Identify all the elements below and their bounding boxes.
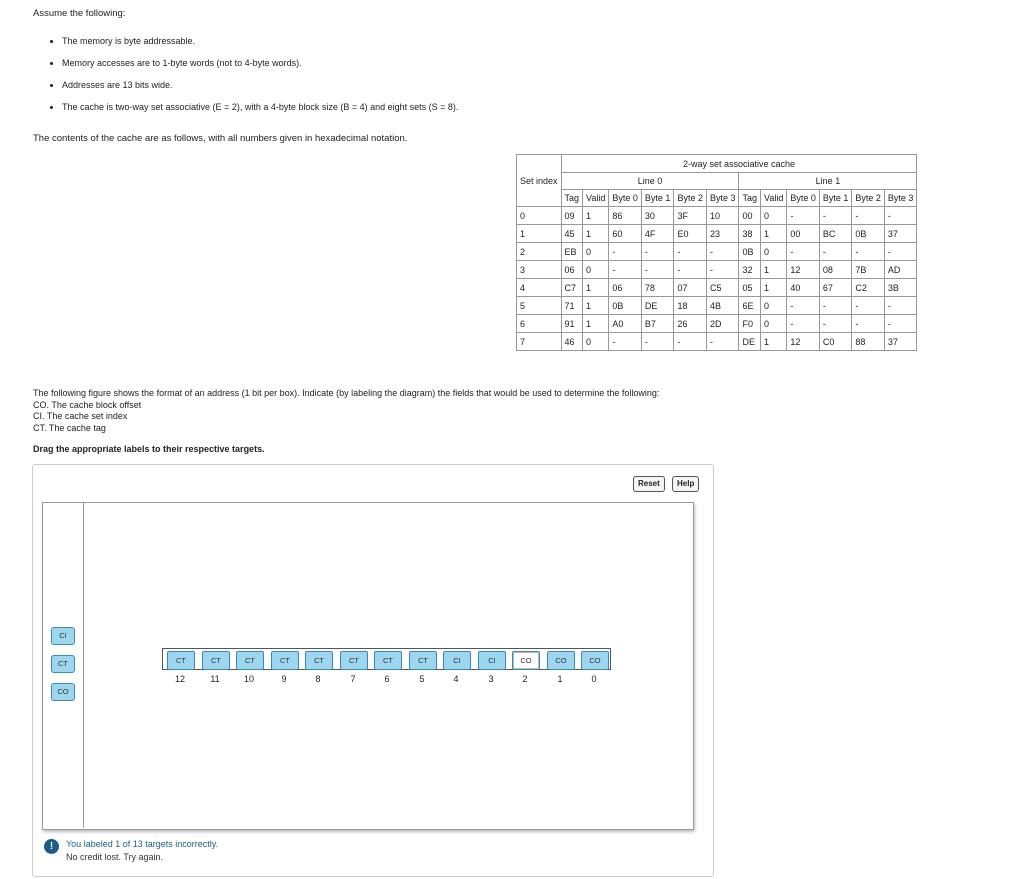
address-bit-slot[interactable]: CT bbox=[374, 651, 402, 670]
table-cell: - bbox=[674, 261, 707, 279]
table-cell: 45 bbox=[561, 225, 583, 243]
table-cell: 30 bbox=[641, 207, 674, 225]
instruction-co: CO. The cache block offset bbox=[33, 399, 142, 410]
reset-button[interactable]: Reset bbox=[633, 476, 665, 492]
table-cell: 6E bbox=[739, 297, 761, 315]
table-cell: 1 bbox=[760, 279, 786, 297]
column-header: Tag bbox=[561, 190, 583, 207]
table-cell: DE bbox=[641, 297, 674, 315]
table-cell: 0 bbox=[583, 261, 609, 279]
table-cell: 12 bbox=[787, 261, 820, 279]
table-cell: E0 bbox=[674, 225, 707, 243]
table-cell: C0 bbox=[819, 333, 852, 351]
table-cell: 07 bbox=[674, 279, 707, 297]
table-cell: 4B bbox=[706, 297, 739, 315]
table-cell: - bbox=[674, 243, 707, 261]
table-cell: B7 bbox=[641, 315, 674, 333]
table-cell: 18 bbox=[674, 297, 707, 315]
bit-number: 0 bbox=[591, 674, 597, 684]
table-row bbox=[517, 279, 917, 297]
instruction-ci: CI. The cache set index bbox=[33, 411, 128, 421]
list-item: • Memory accesses are to 1-byte words (not to 4-byte words). bbox=[62, 58, 458, 68]
contents-note: The contents of the cache are as follows, with all numbers given in hexadecimal notation. bbox=[33, 133, 408, 144]
list-item: • Addresses are 13 bits wide. bbox=[62, 80, 458, 90]
table-cell: 26 bbox=[674, 315, 707, 333]
set-index-cell: 0 bbox=[517, 207, 562, 225]
bit-number: 2 bbox=[522, 674, 528, 684]
address-bit-slot[interactable]: CI bbox=[478, 651, 506, 670]
list-item: • The cache is two-way set associative (E = 2), with a 4-byte block size (B = 4) and eight sets (S = 8). bbox=[62, 102, 458, 112]
table-cell: 91 bbox=[561, 315, 583, 333]
table-cell: 7B bbox=[852, 261, 885, 279]
table-cell: - bbox=[852, 207, 885, 225]
table-cell: - bbox=[852, 297, 885, 315]
bit-number: 1 bbox=[557, 674, 563, 684]
table-cell: 10 bbox=[706, 207, 739, 225]
table-cell: 0 bbox=[760, 207, 786, 225]
table-cell: 67 bbox=[819, 279, 852, 297]
bit-number: 12 bbox=[174, 674, 185, 684]
column-header: Valid bbox=[760, 190, 786, 207]
table-cell: 23 bbox=[706, 225, 739, 243]
set-index-cell: 6 bbox=[517, 315, 562, 333]
table-cell: - bbox=[706, 243, 739, 261]
table-cell: 38 bbox=[739, 225, 761, 243]
table-cell: - bbox=[852, 315, 885, 333]
column-header: Byte 2 bbox=[852, 190, 885, 207]
table-cell: - bbox=[819, 315, 852, 333]
column-header: Byte 2 bbox=[674, 190, 707, 207]
table-cell: - bbox=[609, 261, 642, 279]
table-cell: - bbox=[787, 315, 820, 333]
address-bit-slot[interactable]: CT bbox=[202, 651, 230, 670]
set-index-header: Set index bbox=[517, 155, 562, 207]
table-cell: 4F bbox=[641, 225, 674, 243]
table-cell: 78 bbox=[641, 279, 674, 297]
table-cell: 37 bbox=[884, 333, 917, 351]
table-cell: 05 bbox=[739, 279, 761, 297]
table-row bbox=[517, 315, 917, 333]
table-cell: 1 bbox=[760, 261, 786, 279]
table-cell: C5 bbox=[706, 279, 739, 297]
bit-number: 7 bbox=[350, 674, 356, 684]
table-row bbox=[517, 207, 917, 225]
drag-instruction: Drag the appropriate labels to their respective targets. bbox=[33, 444, 265, 454]
help-button[interactable]: Help bbox=[672, 476, 699, 492]
address-bit-slot[interactable]: CT bbox=[236, 651, 264, 670]
table-cell: 3F bbox=[674, 207, 707, 225]
table-cell: - bbox=[641, 261, 674, 279]
table-cell: 06 bbox=[609, 279, 642, 297]
address-bit-slot[interactable]: CO bbox=[581, 651, 609, 670]
table-cell: 00 bbox=[739, 207, 761, 225]
draggable-label-ct[interactable]: CT bbox=[51, 655, 75, 673]
bit-number: 6 bbox=[384, 674, 390, 684]
table-cell: - bbox=[787, 297, 820, 315]
column-header: Tag bbox=[739, 190, 761, 207]
column-header: Byte 0 bbox=[787, 190, 820, 207]
instructions bbox=[33, 388, 659, 434]
intro-text: Assume the following: bbox=[33, 8, 126, 19]
address-bit-slot[interactable]: CO bbox=[512, 651, 540, 670]
table-cell: - bbox=[706, 261, 739, 279]
table-cell: C7 bbox=[561, 279, 583, 297]
table-cell: 46 bbox=[561, 333, 583, 351]
feedback-subtext: No credit lost. Try again. bbox=[66, 852, 164, 862]
list-item: • The memory is byte addressable. bbox=[62, 36, 458, 46]
bit-number: 5 bbox=[419, 674, 425, 684]
set-index-cell: 5 bbox=[517, 297, 562, 315]
table-cell: EB bbox=[561, 243, 583, 261]
bit-number: 4 bbox=[453, 674, 459, 684]
set-index-cell: 4 bbox=[517, 279, 562, 297]
table-cell: 1 bbox=[583, 225, 609, 243]
bit-number: 3 bbox=[488, 674, 494, 684]
set-index-cell: 7 bbox=[517, 333, 562, 351]
line1-header: Line 1 bbox=[739, 173, 917, 190]
column-header: Byte 3 bbox=[884, 190, 917, 207]
instruction-ct: CT. The cache tag bbox=[33, 422, 106, 433]
set-index-cell: 2 bbox=[517, 243, 562, 261]
table-cell: C2 bbox=[852, 279, 885, 297]
table-cell: 88 bbox=[852, 333, 885, 351]
table-cell: 1 bbox=[760, 333, 786, 351]
table-row bbox=[517, 243, 917, 261]
table-cell: 00 bbox=[787, 225, 820, 243]
table-cell: F0 bbox=[739, 315, 761, 333]
table-cell: - bbox=[819, 297, 852, 315]
table-cell: - bbox=[819, 243, 852, 261]
table-cell: - bbox=[852, 243, 885, 261]
table-cell: 60 bbox=[609, 225, 642, 243]
line0-header: Line 0 bbox=[561, 173, 739, 190]
table-cell: - bbox=[787, 207, 820, 225]
address-bit-slot[interactable]: CO bbox=[547, 651, 575, 670]
bit-number: 8 bbox=[315, 674, 321, 684]
table-cell: 40 bbox=[787, 279, 820, 297]
table-cell: 3B bbox=[884, 279, 917, 297]
bit-number: 11 bbox=[210, 674, 220, 684]
address-bit-slot[interactable]: CT bbox=[409, 651, 437, 670]
table-cell: - bbox=[609, 243, 642, 261]
table-row bbox=[517, 297, 917, 315]
table-cell: 12 bbox=[787, 333, 820, 351]
address-bit-slot[interactable]: CT bbox=[340, 651, 368, 670]
assumption-list bbox=[48, 36, 458, 124]
bit-number: 9 bbox=[281, 674, 287, 684]
draggable-label-ci[interactable]: CI bbox=[51, 627, 75, 645]
instruction-text: The following figure shows the format of an address (1 bit per box). Indicate (by labeling the diagram) the fields that would be used to determine the following: bbox=[33, 388, 660, 398]
table-cell: AD bbox=[884, 261, 917, 279]
table-cell: DE bbox=[739, 333, 761, 351]
table-cell: 71 bbox=[561, 297, 583, 315]
table-cell: 37 bbox=[884, 225, 917, 243]
table-cell: 0 bbox=[583, 333, 609, 351]
table-cell: 0 bbox=[760, 243, 786, 261]
table-cell: 1 bbox=[583, 315, 609, 333]
column-header: Byte 1 bbox=[819, 190, 852, 207]
table-cell: A0 bbox=[609, 315, 642, 333]
table-cell: - bbox=[819, 207, 852, 225]
table-cell: 0 bbox=[583, 243, 609, 261]
column-header: Byte 0 bbox=[609, 190, 642, 207]
table-row bbox=[517, 261, 917, 279]
table-cell: - bbox=[609, 333, 642, 351]
table-cell: - bbox=[641, 243, 674, 261]
table-cell: 0 bbox=[760, 315, 786, 333]
bit-number: 10 bbox=[243, 674, 254, 684]
set-index-cell: 3 bbox=[517, 261, 562, 279]
table-cell: 1 bbox=[760, 225, 786, 243]
table-cell: - bbox=[706, 333, 739, 351]
table-cell: 32 bbox=[739, 261, 761, 279]
alert-icon: ! bbox=[44, 839, 59, 854]
table-cell: 1 bbox=[583, 297, 609, 315]
table-cell: 0B bbox=[739, 243, 761, 261]
table-cell: 2D bbox=[706, 315, 739, 333]
table-cell: - bbox=[884, 207, 917, 225]
column-header: Byte 3 bbox=[706, 190, 739, 207]
table-cell: - bbox=[674, 333, 707, 351]
cache-table-title: 2-way set associative cache bbox=[561, 155, 917, 173]
table-cell: 0B bbox=[852, 225, 885, 243]
table-cell: 0 bbox=[760, 297, 786, 315]
cache-table bbox=[516, 154, 917, 351]
draggable-label-co[interactable]: CO bbox=[51, 683, 75, 701]
table-cell: - bbox=[641, 333, 674, 351]
set-index-cell: 1 bbox=[517, 225, 562, 243]
table-cell: BC bbox=[819, 225, 852, 243]
address-bit-slot[interactable]: CT bbox=[271, 651, 299, 670]
table-row bbox=[517, 225, 917, 243]
table-cell: 08 bbox=[819, 261, 852, 279]
table-cell: 09 bbox=[561, 207, 583, 225]
table-cell: 06 bbox=[561, 261, 583, 279]
address-bit-slot[interactable]: CT bbox=[167, 651, 195, 670]
feedback-message: You labeled 1 of 13 targets incorrectly. bbox=[66, 839, 219, 849]
table-cell: - bbox=[884, 315, 917, 333]
table-cell: - bbox=[884, 297, 917, 315]
column-header: Valid bbox=[583, 190, 609, 207]
column-header: Byte 1 bbox=[641, 190, 674, 207]
table-cell: 86 bbox=[609, 207, 642, 225]
table-cell: - bbox=[884, 243, 917, 261]
table-cell: 1 bbox=[583, 207, 609, 225]
table-cell: - bbox=[787, 243, 820, 261]
address-bit-slot[interactable]: CT bbox=[305, 651, 333, 670]
table-cell: 1 bbox=[583, 279, 609, 297]
table-row bbox=[517, 333, 917, 351]
address-bit-slot[interactable]: CI bbox=[443, 651, 471, 670]
table-cell: 0B bbox=[609, 297, 642, 315]
